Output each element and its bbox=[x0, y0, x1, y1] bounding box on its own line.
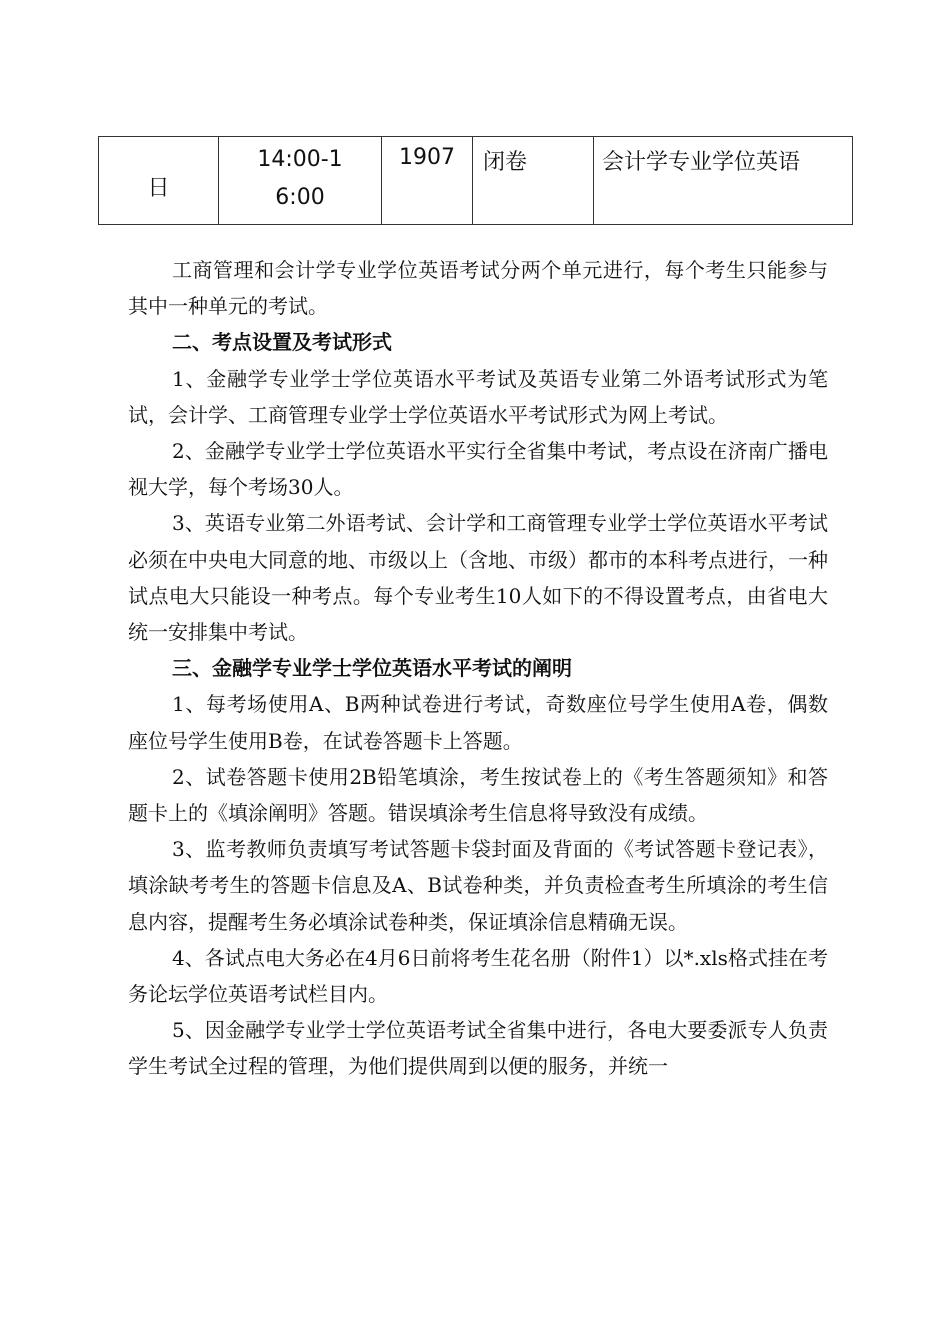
paragraph-intro: 工商管理和会计学专业学位英语考试分两个单元进行，每个考生只能参与其中一种单元的考试。 bbox=[128, 258, 828, 319]
paragraph-3-5: 5、因金融学专业学士学位英语考试全省集中进行，各电大要委派专人负责学生考试全过程的管理，为他们提供周到以便的服务，并统一 bbox=[128, 1018, 828, 1079]
exam-schedule-table bbox=[98, 136, 853, 225]
paragraph-3-1: 1、每考场使用A、B两种试卷进行考试，奇数座位号学生使用A卷，偶数座位号学生使用B卷，在试卷答题卡上答题。 bbox=[128, 692, 828, 753]
table-row bbox=[99, 137, 853, 225]
exam-time-text: 14:00-16:00 bbox=[257, 147, 343, 210]
exam-day-cell: 日 bbox=[99, 137, 219, 225]
section-heading-3: 三、金融学专业学士学位英语水平考试的阐明 bbox=[172, 656, 572, 681]
paragraph-3-2: 2、试卷答题卡使用2B铅笔填涂，考生按试卷上的《考生答题须知》和答题卡上的《填涂阐明》答题。错误填涂考生信息将导致没有成绩。 bbox=[128, 764, 828, 826]
paragraph-2-1: 1、金融学专业学士学位英语水平考试及英语专业第二外语考试形式为笔试，会计学、工商管理专业学士学位英语水平考试形式为网上考试。 bbox=[128, 366, 828, 427]
exam-type-cell: 闭卷 bbox=[473, 137, 594, 225]
paragraph-2-2: 2、金融学专业学士学位英语水平实行全省集中考试，考点设在济南广播电视大学，每个考场30人。 bbox=[128, 439, 828, 500]
document-body bbox=[128, 252, 828, 1085]
section-heading-2: 二、考点设置及考试形式 bbox=[172, 330, 392, 355]
exam-time-cell bbox=[219, 137, 382, 225]
paragraph-3-3: 3、监考教师负责填写考试答题卡袋封面及背面的《考试答题卡登记表》，填涂缺考考生的答题卡信息及A、B试卷种类，并负责检查考生所填涂的考生信息内容，提醒考生务必填涂试卷种类，保证填涂信息精确无误。 bbox=[128, 837, 828, 934]
paragraph-2-3: 3、英语专业第二外语考试、会计学和工商管理专业学士学位英语水平考试必须在中央电大同意的地、市级以上（含地、市级）都市的本科考点进行，一种试点电大只能设一种考点。每个专业考生10人如下的不得设置考点，由省电大统一安排集中考试。 bbox=[128, 511, 828, 645]
exam-code-cell: 1907 bbox=[382, 137, 473, 225]
paragraph-3-4: 4、各试点电大务必在4月6日前将考生花名册（附件1）以*.xls格式挂在考务论坛学位英语考试栏目内。 bbox=[128, 945, 828, 1007]
exam-course-cell: 会计学专业学位英语 bbox=[594, 137, 853, 225]
